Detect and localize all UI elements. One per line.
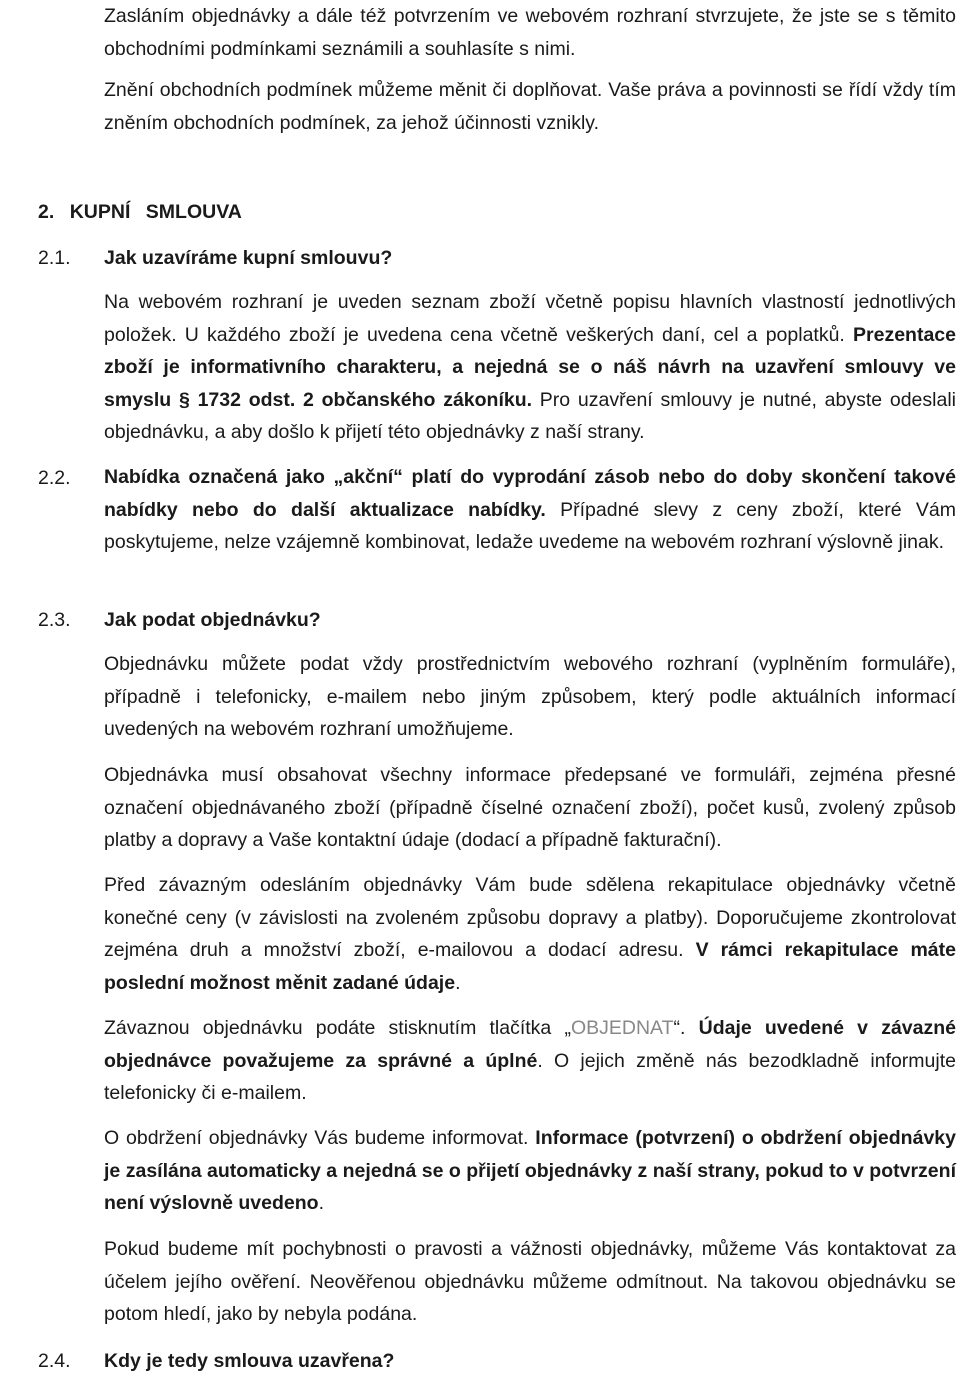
bold-text: Prezentace zboží je informativního charakteru, a nejedná se o náš návrh na uzavření smlouvy ve smyslu § 1732 odst. 2 občanského zákoníku. (104, 323, 956, 411)
paragraph-2-3-2: Objednávka musí obsahovat všechny informace předepsané ve formuláři, zejména přesné označení objednávaného zboží (případně číselné označení zboží), počet kusů, zvolený způsob platby a dopravy a Vaše kontaktní údaje (dodací a případně fakturační). (104, 764, 956, 851)
section-number: 2. (38, 201, 55, 223)
paragraph-2-3-5 (104, 1122, 956, 1220)
text-segment: . (318, 1192, 324, 1214)
subsection-title: Kdy je tedy smlouva uzavřena? (104, 1350, 395, 1372)
paragraph-2-3-1: Objednávku můžete podat vždy prostřednictvím webového rozhraní (vyplněním formuláře), případně i telefonicky, e-mailem nebo jiným způsobem, který podle aktuálních informací uvedených na webovém rozhraní umožňujeme. (104, 653, 956, 740)
order-button-label: OBJEDNAT (570, 1017, 674, 1039)
bold-text: Nabídka označená jako „akční“ platí do vyprodání zásob nebo do doby skončení takové nabídky nebo do další aktualizace nabídky. (104, 466, 956, 521)
subsection-number: 2.3. (38, 609, 71, 631)
subsection-number: 2.4. (38, 1350, 71, 1372)
bold-text: V rámci rekapitulace máte poslední možnost měnit zadané údaje (104, 939, 956, 994)
bold-text: Údaje uvedené v závazné objednávce považujeme za správné a úplné (104, 1017, 956, 1072)
intro-paragraph-2: Znění obchodních podmínek můžeme měnit či doplňovat. Vaše práva a povinnosti se řídí vždy tím zněním obchodních podmínek, za jehož účinnosti vznikly. (104, 79, 956, 134)
paragraph-2-2 (104, 461, 956, 559)
paragraph-2-1 (104, 286, 956, 449)
text-segment: Na webovém rozhraní je uveden seznam zboží včetně popisu hlavních vlastností jednotlivých položek. U každého zboží je uvedena cena včetně veškerých daní, cel a poplatků. (104, 291, 956, 346)
text-segment: O obdržení objednávky Vás budeme informovat. (104, 1127, 536, 1149)
subsection-number: 2.2. (38, 467, 71, 489)
text-segment: Závaznou objednávku podáte stisknutím tlačítka „ (104, 1017, 571, 1039)
paragraph-2-3-4 (104, 1012, 956, 1110)
subsection-title: Jak podat objednávku? (104, 609, 321, 631)
text-segment: Před závazným odesláním objednávky Vám bude sdělena rekapitulace objednávky včetně konečné ceny (v závislosti na zvoleném způsobu dopravy a platby). Doporučujeme zkontrolovat zejména druh a množství zboží, e-mailovou a dodací adresu. (104, 874, 956, 961)
paragraph-2-3-3 (104, 869, 956, 999)
section-2-heading (38, 196, 242, 228)
subsection-number: 2.1. (38, 247, 71, 269)
text-segment: . (455, 971, 461, 994)
bold-text: Informace (potvrzení) o obdržení objednávky je zasílána automaticky a nejedná se o přijetí objednávky z naší strany, pokud to v potvrzení není výslovně uvedeno (104, 1127, 956, 1214)
text-segment: Případné slevy z ceny zboží, které Vám poskytujeme, nelze vzájemně kombinovat, ledaže uvedeme na webovém rozhraní výslovně jinak. (104, 498, 956, 553)
paragraph-2-3-6: Pokud budeme mít pochybnosti o pravosti a vážnosti objednávky, můžeme Vás kontaktovat za účelem jejího ověření. Neověřenou objednávku můžeme odmítnout. Na takovou objednávku se potom hledí, jako by nebyla podána. (104, 1238, 956, 1325)
text-segment: “. (673, 1017, 699, 1039)
text-segment: . O jejich změně nás bezodkladně informujte telefonicky či e-mailem. (104, 1049, 956, 1104)
text-segment: Pro uzavření smlouvy je nutné, abyste odeslali objednávku, a aby došlo k přijetí této objednávky z naší strany. (104, 388, 956, 443)
subsection-title: Jak uzavíráme kupní smlouvu? (104, 247, 393, 269)
section-title: KUPNÍ SMLOUVA (69, 201, 242, 223)
intro-paragraph-1: Zasláním objednávky a dále též potvrzením ve webovém rozhraní stvrzujete, že jste se s těmito obchodními podmínkami seznámili a souhlasíte s nimi. (104, 5, 956, 60)
